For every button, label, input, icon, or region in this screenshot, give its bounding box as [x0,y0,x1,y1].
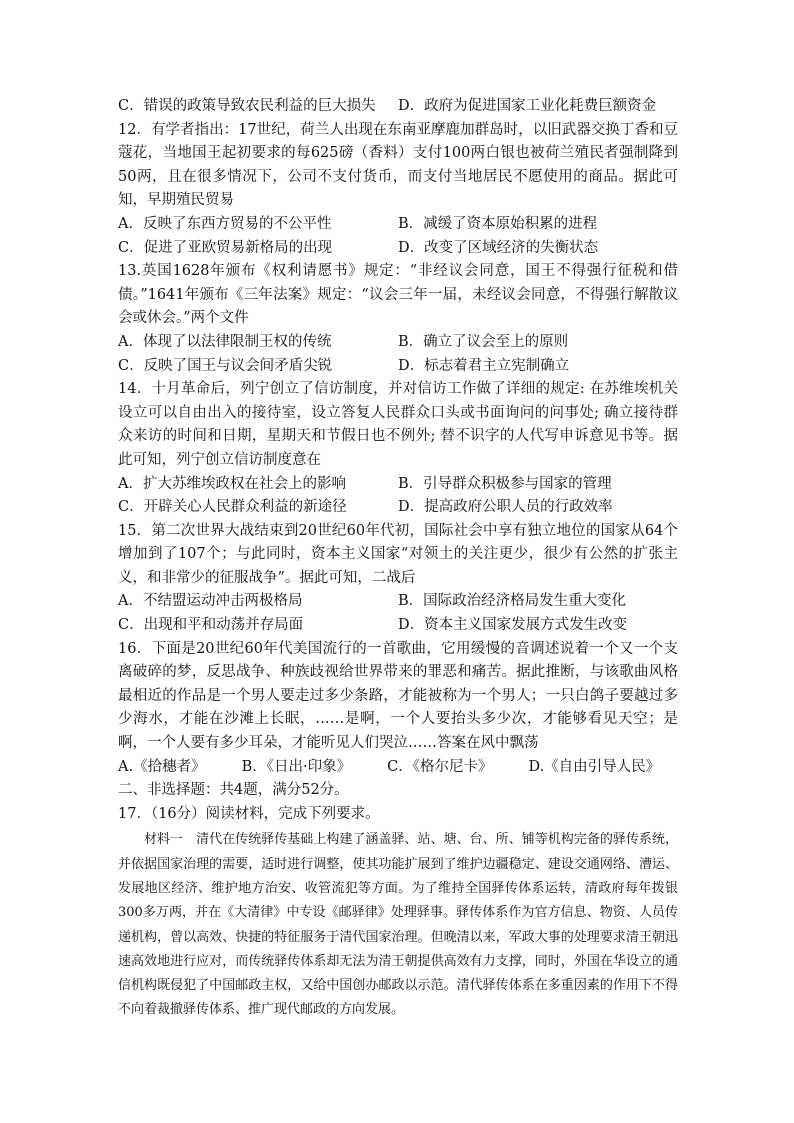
q15-options-ab [118,590,678,614]
q11-options-cd [118,95,678,119]
q12-stem: 12．有学者指出：17世纪，荷兰人出现在东南亚摩鹿加群岛时，以旧武器交换丁香和豆蔻花，当地国王起初要求的每625磅（香料）支付100两白银也被荷兰殖民者强制降到50两，且在很多情况下，公司不支付货币，而支付当地居民不愿使用的商品。据此可知，早期殖民贸易 [118,121,678,209]
q12-option-c: C．促进了亚欧贸易新格局的出现 [118,239,333,256]
q14-option-d: D．提高政府公职人员的行政效率 [398,499,613,516]
section-heading: 二、非选择题：共4题，满分52分。 [118,782,349,799]
q12-option-b: B．减缓了资本原始积累的进程 [398,215,598,232]
q14-option-b: B．引导群众积极参与国家的管理 [398,475,612,492]
q13-options-cd [118,355,678,379]
q16-option-c: C．《格尔尼卡》 [387,758,493,775]
q11-option-c: C．错误的政策导致农民利益的巨大损失 [118,98,376,114]
q16-option-b: B．《日出·印象》 [241,758,352,775]
q13-option-a: A．体现了以法律限制王权的传统 [118,333,332,350]
q12-options-cd [118,237,678,261]
q13-option-c: C．反映了国王与议会间矛盾尖锐 [118,357,333,374]
q14-options-ab [118,473,678,497]
q13-option-b: B．确立了议会至上的原则 [398,333,569,350]
q16-option-a: A.《拾穗者》 [118,758,206,775]
q12-option-a: A．反映了东西方贸易的不公平性 [118,215,332,232]
q12-option-d: D．改变了区域经济的失衡状态 [398,239,599,256]
q16-option-d: D.《自由引导人民》 [528,758,661,775]
q13-stem: 13.英国1628年颁布《权利请愿书》规定：“非经议会同意，国王不得强行征税和借债。”1641年颁布《三年法案》规定：“议会三年一届，未经议会同意，不得强行解散议会或休会。”两个文件 [118,263,678,327]
q17-material-1: 材料一 清代在传统驿传基础上构建了涵盖驿、站、塘、台、所、铺等机构完备的驿传系统，并依据国家治理的需要，适时进行调整，使其功能扩展到了维护边疆稳定、建设交通网络、漕运、发展地区经济、维护地方治安、收管流犯等方面。为了维持全国驿传体系运转，清政府每年拨银300多万两，并在《大清律》中专设《邮驿律》处理驿事。驿传体系作为官方信息、物资、人员传递机构，曾以高效、快捷的特征服务于清代国家治理。但晚清以来，军政大事的处理要求清王朝迅速高效地进行应对，而传统驿传体系却无法为清王朝提供高效有力支撑，同时，外国在华设立的通信机构既侵犯了中国邮政主权，又给中国创办邮政以示范。清代驿传体系在多重因素的作用下不得不向着裁撤驿传体系、推广现代邮政的方向发展。 [118,832,678,1018]
q15-option-c: C．出现和平和动荡并存局面 [118,617,304,634]
exam-page [118,95,678,1023]
q13-option-d: D．标志着君主立宪制确立 [398,357,570,374]
q14-option-a: A．扩大苏维埃政权在社会上的影响 [118,475,346,492]
q16-stem: 16．下面是20世纪60年代美国流行的一首歌曲，它用缓慢的音调述说着一个又一个支离破碎的梦，反思战争、种族歧视给世界带来的罪恶和痛苦。据此推断，与该歌曲风格最相近的作品是一个男人要走过多少条路，才能被称为一个男人；一只白鸽子要越过多少海水，才能在沙滩上长眠，……是啊，一个人要抬头多少次，才能够看见天空；是啊，一个人要有多少耳朵，才能听见人们哭泣……答案在风中飘荡 [118,640,678,752]
q15-option-b: B．国际政治经济格局发生重大变化 [398,593,627,610]
q11-option-d: D．政府为促进国家工业化耗费巨额资金 [398,98,657,114]
q15-options-cd [118,614,678,638]
q15-option-d: D．资本主义国家发展方式发生改变 [398,617,628,634]
q14-stem: 14．十月革命后，列宁创立了信访制度，并对信访工作做了详细的规定: 在苏维埃机关设立可以自由出入的接待室，设立答复人民群众口头或书面询问的问事处; 确立接待群众来访的时间和日期，星期天和节假日也不例外; 替不识字的人代写申诉意见书等。据此可知，列宁创立信访制度意在 [118,381,678,468]
q17-stem: 17．（16分）阅读材料，完成下列要求。 [118,805,380,822]
q12-options-ab [118,213,678,237]
q14-options-cd [118,496,678,520]
q14-option-c: C．开辟关心人民群众利益的新途径 [118,499,347,516]
q13-options-ab [118,331,678,355]
q15-option-a: A．不结盟运动冲击两极格局 [118,593,303,610]
q15-stem: 15．第二次世界大战结束到20世纪60年代初，国际社会中享有独立地位的国家从64个增加到了107个；与此同时，资本主义国家“对领土的关注更少，很少有公然的扩张主义，和非常少的征服战争”。据此可知，二战后 [118,522,678,586]
q16-options [118,756,678,780]
